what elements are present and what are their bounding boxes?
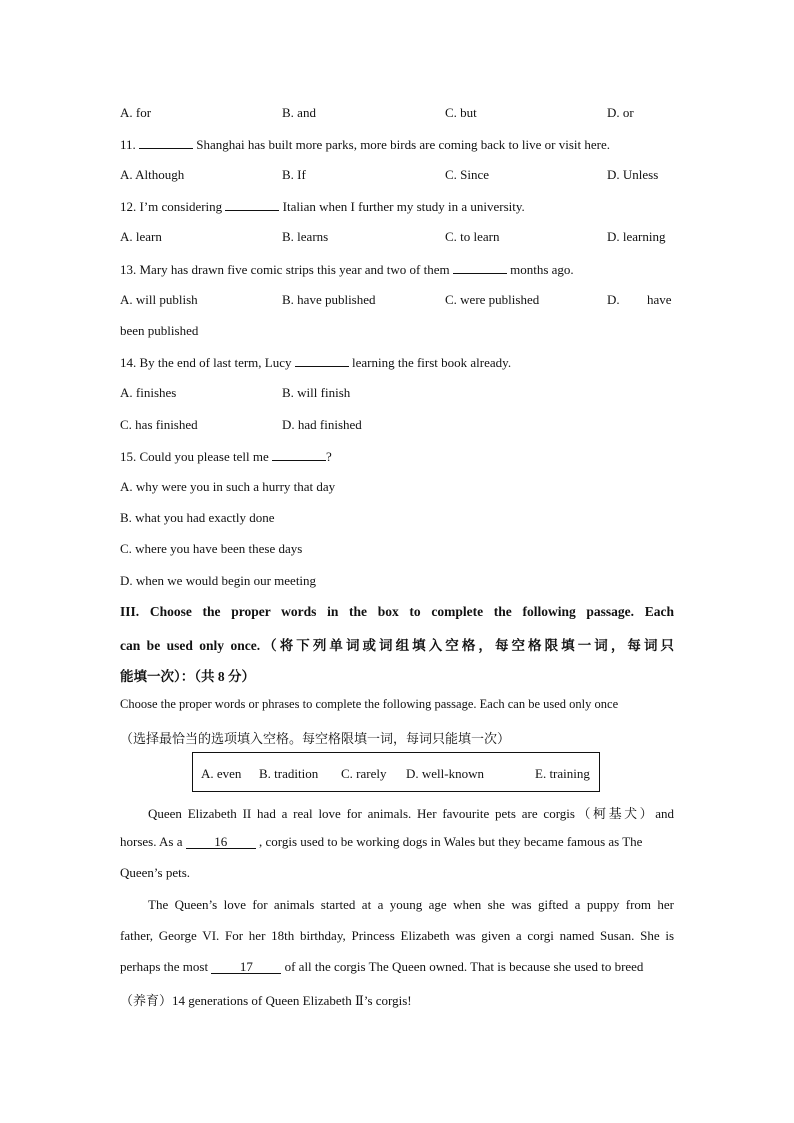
passage-p2-line2: father, George VI. For her 18th birthday, Princess Elizabeth was given a corgi named Susan. She is — [120, 928, 674, 943]
q12-blank — [225, 198, 279, 211]
q12-stem — [120, 198, 525, 215]
q13-stem — [120, 261, 574, 278]
q14-stem — [120, 354, 511, 371]
q11-stem — [120, 136, 610, 153]
q11-text: Shanghai has built more parks, more birds are coming back to live or visit here. — [196, 137, 611, 152]
passage-p1-line2-after: , corgis used to be working dogs in Wales but they became famous as The — [258, 834, 643, 849]
q12-option-c: C. to learn — [445, 229, 500, 244]
q11-number: 11. — [120, 137, 136, 152]
q14-option-c: C. has finished — [120, 417, 198, 432]
q15-text-before: 15. Could you please tell me — [120, 449, 269, 464]
q13-option-c: C. were published — [445, 292, 540, 307]
q11-option-c: C. Since — [445, 167, 490, 182]
word-option-d: D. well-known — [406, 766, 484, 781]
passage-p2-line1: The Queen’s love for animals started at a young age when she was gifted a puppy from her — [148, 897, 674, 912]
q15-text-after: ? — [326, 449, 332, 464]
q12-text-after: Italian when I further my study in a university. — [282, 199, 525, 214]
q15-stem — [120, 448, 332, 465]
q12-option-d: D. learning — [607, 229, 666, 244]
passage-p2-line3-before: perhaps the most — [120, 959, 209, 974]
word-option-b: B. tradition — [259, 766, 319, 781]
passage-p1-line2 — [120, 834, 642, 850]
passage-p1-line2-before: horses. As a — [120, 834, 183, 849]
passage-p1-line1: Queen Elizabeth II had a real love for animals. Her favourite pets are corgis（柯基犬）and — [148, 806, 674, 821]
word-box — [192, 752, 600, 792]
q14-text-after: learning the first book already. — [352, 355, 512, 370]
q12-option-a: A. learn — [120, 229, 162, 244]
q15-option-a: A. why were you in such a hurry that day — [120, 479, 336, 494]
q14-option-b: B. will finish — [282, 385, 351, 400]
section3-instruction-en: Choose the proper words or phrases to complete the following passage. Each can be used only once — [120, 697, 619, 711]
passage-p1-line3: Queen’s pets. — [120, 865, 191, 880]
blank-17: 17 — [211, 960, 281, 974]
section3-instruction-cn: （选择最恰当的选项填入空格。每空格限填一词，每词只能填一次） — [120, 731, 511, 746]
q10-option-d: D. or — [607, 105, 634, 120]
q15-blank — [272, 448, 326, 461]
q11-blank — [139, 136, 193, 149]
section3-heading-line3: 能填一次）：（共 8 分） — [120, 669, 255, 684]
q15-option-d: D. when we would begin our meeting — [120, 573, 317, 588]
q14-blank — [295, 354, 349, 367]
q15-option-b: B. what you had exactly done — [120, 510, 275, 525]
word-option-e: E. training — [535, 766, 590, 781]
q13-option-d-continued: been published — [120, 323, 199, 338]
blank-16: 16 — [186, 835, 256, 849]
q12-text-before: 12. I’m considering — [120, 199, 223, 214]
passage-p2-line3-after: of all the corgis The Queen owned. That is because she used to breed — [284, 959, 644, 974]
q13-text-before: 13. Mary has drawn five comic strips this year and two of them — [120, 262, 450, 277]
q10-option-b: B. and — [282, 105, 316, 120]
section3-heading-line1: III. Choose the proper words in the box to complete the following passage. Each — [120, 604, 674, 619]
q15-option-c: C. where you have been these days — [120, 541, 303, 556]
section3-heading-line2: can be used only once.（将下列单词或词组填入空格，每空格限填一词，每词只 — [120, 638, 674, 653]
passage-p2-line3 — [120, 959, 643, 975]
passage-p2-line4: （养育）14 generations of Queen Elizabeth Ⅱ’s corgis! — [120, 993, 412, 1008]
q13-option-d-word: have — [647, 292, 672, 307]
q12-option-b: B. learns — [282, 229, 329, 244]
word-option-c: C. rarely — [341, 766, 387, 781]
q13-option-b: B. have published — [282, 292, 376, 307]
word-option-a: A. even — [201, 766, 242, 781]
q10-option-a: A. for — [120, 105, 152, 120]
q10-option-c: C. but — [445, 105, 477, 120]
q14-option-d: D. had finished — [282, 417, 362, 432]
q11-option-d: D. Unless — [607, 167, 659, 182]
q13-text-after: months ago. — [510, 262, 574, 277]
q13-blank — [453, 261, 507, 274]
q11-option-a: A. Although — [120, 167, 185, 182]
q11-option-b: B. If — [282, 167, 306, 182]
q13-option-d-letter: D. — [607, 292, 620, 307]
q13-option-a: A. will publish — [120, 292, 198, 307]
q14-option-a: A. finishes — [120, 385, 177, 400]
q14-text-before: 14. By the end of last term, Lucy — [120, 355, 292, 370]
